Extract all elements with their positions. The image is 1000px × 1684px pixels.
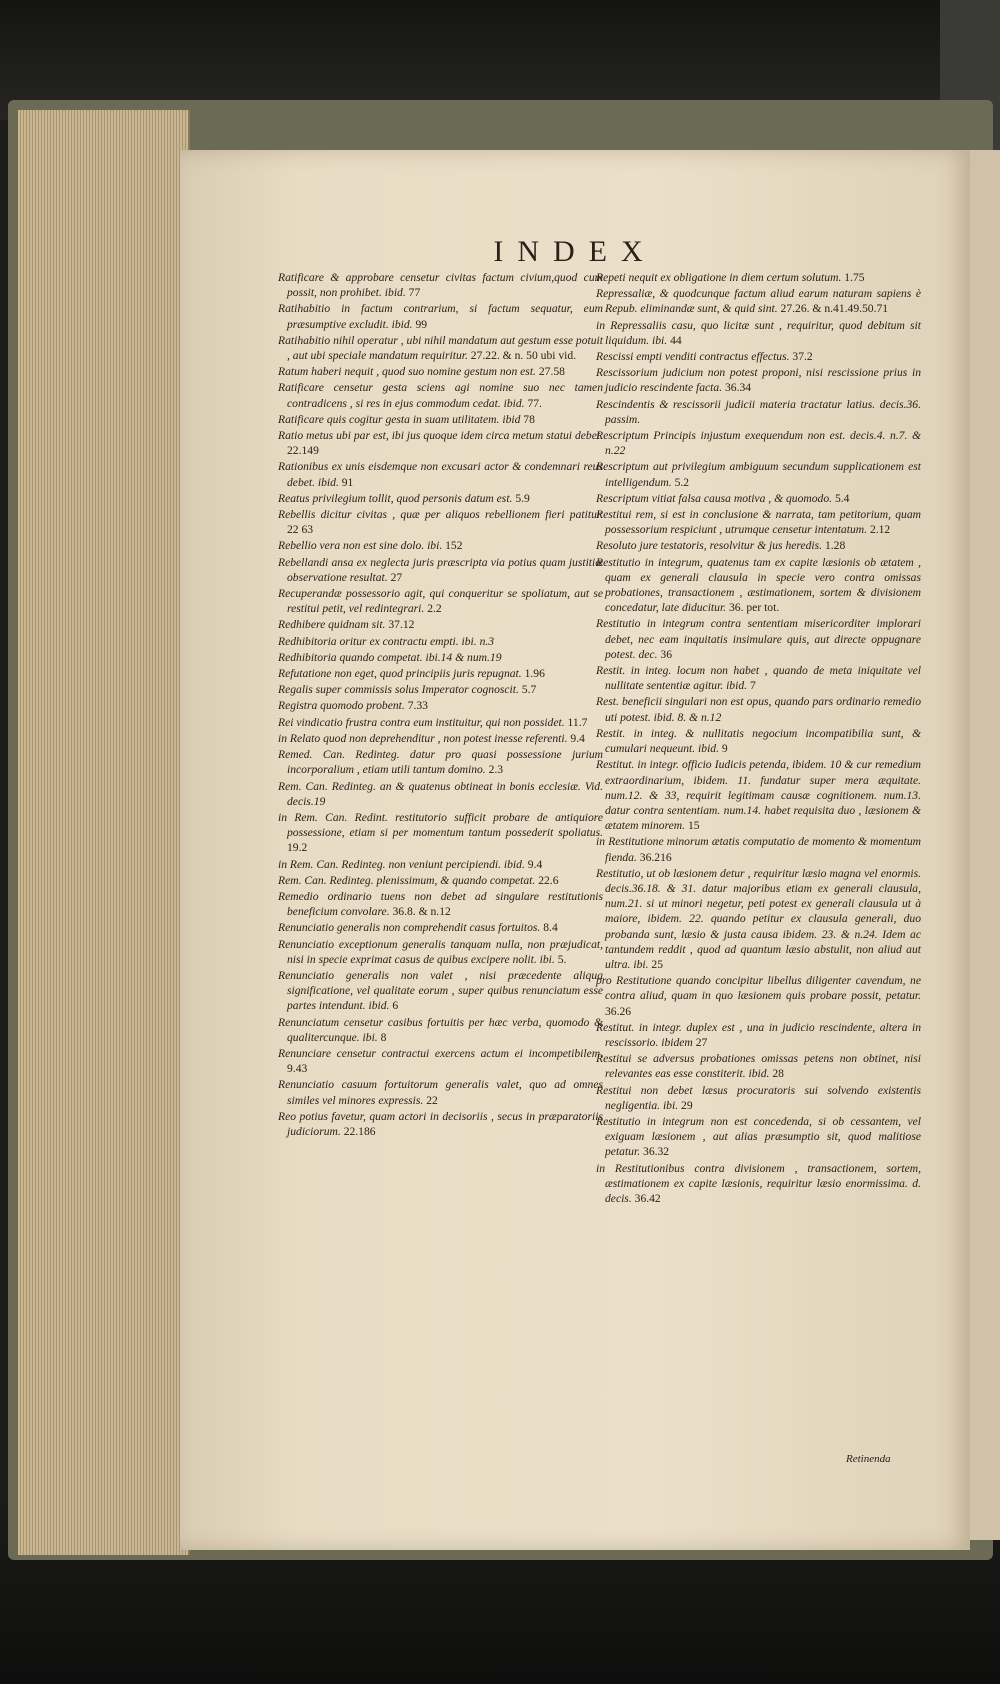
facing-page-edge	[970, 150, 1000, 1540]
index-entry	[596, 428, 921, 458]
index-entry-reference: 27.58	[538, 365, 565, 379]
index-entry-reference: 5.9	[515, 491, 530, 505]
index-entry	[596, 349, 921, 364]
index-entry	[596, 1114, 921, 1160]
index-entry-reference: 11.7	[567, 715, 588, 729]
index-entry-reference: 2.3	[488, 763, 504, 777]
index-entry-text: in Restitutione minorum ætatis computatio de momento & momentum fienda.	[596, 835, 921, 864]
index-entry-text: Regalis super commissis solus Imperator cognoscit.	[278, 683, 519, 697]
index-entry	[278, 555, 603, 585]
index-entry	[278, 459, 603, 489]
index-entry-reference: 36.32	[643, 1145, 670, 1159]
index-entry-text: in Restitutionibus contra divisionem , transactionem, sortem, æstimationem ex capite læsionis, requiritur læsio enormissima. d. decis.	[596, 1161, 921, 1205]
index-entry	[278, 920, 603, 935]
index-entry	[278, 779, 603, 809]
index-entry	[278, 491, 603, 506]
index-entry	[278, 889, 603, 919]
index-entry	[596, 318, 921, 348]
index-entry-reference: 37.12	[388, 618, 415, 632]
index-entry-text: Reo potius favetur, quam actori in decisoriis , secus in præparatoriis judiciorum.	[278, 1109, 603, 1138]
index-entry-reference: 27.22. & n. 50 ubi vid.	[470, 349, 577, 363]
index-entry-reference: 9	[721, 742, 728, 756]
index-entry-reference: 7.33	[407, 699, 428, 713]
index-entry-reference: 27	[695, 1035, 708, 1049]
index-entry	[278, 650, 603, 665]
index-entry	[596, 834, 921, 864]
index-entry	[278, 968, 603, 1014]
index-entry-text: in Relato quod non deprehenditur , non potest inesse referenti.	[278, 731, 568, 745]
index-entry	[596, 397, 921, 427]
index-entry-text: Rescissorium judicium non potest proponi, nisi rescissione prius in judicio rescindente facta.	[596, 366, 921, 395]
index-entry-text: Repressaliæ, & quodcunque factum aliud earum naturam sapiens è Repub. eliminandæ sunt, & quid sint.	[596, 287, 921, 316]
index-entry-reference: 2.12	[869, 523, 891, 537]
index-entry-text: Restitutio in integrum non est concedenda, si ob cessantem, vel exiguam læsionem , aut alias præsumptio sit, quod malitiose petatur.	[596, 1114, 921, 1159]
index-entry-reference: 36.42	[634, 1191, 661, 1205]
index-entry	[596, 1051, 921, 1081]
index-entry	[596, 1020, 921, 1050]
index-entry	[596, 726, 921, 756]
index-entry	[278, 333, 603, 363]
index-entry-reference: 5.7	[521, 683, 537, 697]
index-entry-reference: 9.4	[570, 731, 585, 745]
index-entry	[278, 586, 603, 616]
index-entry-text: Ratificare & approbare censetur civitas factum civium,quod cum possit, non prohibet. ibid.	[278, 271, 603, 300]
index-entry	[278, 937, 603, 967]
index-entry-text: Recuperandæ possessorio agit, qui conqueritur se spoliatum, aut se restitui petit, vel redintegrari.	[278, 587, 603, 616]
index-entry	[278, 1015, 603, 1045]
index-entry	[596, 286, 921, 316]
index-entry-reference: 25	[651, 957, 663, 971]
index-entry-text: Ratihabitio nihil operatur , ubi nihil mandatum aut gestum esse potuit , aut ubi speciale mandatum requiritur.	[278, 333, 603, 363]
index-entry-text: in Repressaliis casu, quo licitæ sunt , requiritur, quod debitum sit liquidum. ibi.	[596, 318, 921, 347]
index-entry	[596, 866, 921, 972]
index-entry-reference: 28	[772, 1067, 784, 1081]
index-entry-text: Repeti nequit ex obligatione in diem certum solutum.	[596, 271, 842, 284]
index-entry-reference: 37.2	[792, 350, 813, 364]
index-entry-reference: 91	[341, 475, 354, 489]
index-entry	[278, 715, 603, 730]
index-entry	[278, 747, 603, 777]
index-entry-reference: 7	[749, 679, 756, 693]
index-entry	[278, 301, 603, 331]
index-entry-reference: 8	[380, 1030, 387, 1044]
index-entry-text: Ratum haberi nequit , quod suo nomine gestum non est.	[278, 365, 536, 379]
index-entry	[596, 694, 921, 724]
index-entry-text: Remed. Can. Redinteg. datur pro quasi possessione jurium incorporalium , etiam utili tantum domino.	[278, 748, 603, 777]
index-entry	[596, 538, 921, 553]
index-entry-reference: 78	[523, 412, 535, 426]
page-edges	[18, 110, 190, 1555]
index-entry-reference: 22.186	[343, 1124, 376, 1138]
index-entry-text: Renunciatio generalis non valet , nisi præcedente aliqua significatione, vel qualitate eorum , super quibus renunciatum esse partes intendunt. ibid.	[278, 968, 603, 1013]
index-entry	[596, 616, 921, 662]
index-entry-reference: 27	[390, 570, 403, 584]
index-entry-reference: 5.4	[834, 491, 850, 505]
index-entry-reference: 6	[392, 999, 399, 1013]
index-entry-text: Rebellio vera non est sine dolo. ibi.	[278, 539, 443, 553]
index-entry	[278, 270, 603, 300]
index-entry-text: Rem. Can. Redinteg. an & quatenus obtineat in bonis ecclesiæ. Vid. decis.19	[278, 779, 603, 808]
index-entry-text: Rescriptum aut privilegium ambiguum secundum supplicationem est intelligendum.	[596, 460, 921, 489]
catchword: Retinenda	[846, 1453, 891, 1465]
index-entry	[596, 491, 921, 506]
index-entry-text: Restitut. in integr. duplex est , una in judicio rescindente, altera in rescissorio. ibidem	[596, 1020, 921, 1049]
index-entry-text: Restit. in integ. locum non habet , quando de meta iniquitate vel nullitate sententiæ agitur. ibid.	[596, 664, 921, 693]
index-entry-text: Renunciatio exceptionum generalis tanquam nulla, non præjudicat, nisi in specie exprimat casus de quibus excipere nolit. ibi.	[278, 937, 603, 966]
index-entry-text: Refutatione non eget, quod principiis juris repugnat.	[278, 667, 522, 681]
index-entry	[278, 731, 603, 746]
index-entry-reference: 1.28	[824, 539, 846, 553]
index-entry	[278, 857, 603, 872]
index-column-left	[278, 270, 603, 1140]
index-entry-reference: 22 63	[287, 523, 314, 537]
index-entry	[596, 365, 921, 395]
index-entry	[278, 364, 603, 379]
index-entry-reference: 36.26	[605, 1004, 632, 1018]
index-entry	[596, 555, 921, 616]
page-title: INDEX	[493, 235, 657, 268]
index-entry	[278, 666, 603, 681]
index-entry-text: Restitutio in integrum, quatenus tam ex capite læsionis ob ætatem , quam ex generali clausula in specie vero contra omissas probationes, transactionem , æstimationem, sortem & divisionem concedatur, late diducitur.	[596, 555, 921, 615]
index-entry-text: Rescriptum vitiat falsa causa motiva , & quomodo.	[596, 491, 833, 505]
index-entry-reference: 2.2	[427, 602, 442, 616]
index-entry	[596, 973, 921, 1019]
index-entry-text: in Rem. Can. Redinteg. non veniunt percipiendi. ibid.	[278, 857, 525, 871]
index-entry-reference: 1.96	[524, 667, 545, 681]
index-entry-text: Restitui se adversus probationes omissas petens non obtinet, nisi relevantes eas esse constiterit. ibid.	[596, 1052, 921, 1081]
index-entry	[278, 1077, 603, 1107]
index-entry	[278, 810, 603, 856]
index-entry	[278, 507, 603, 537]
index-entry-reference: 36. per tot.	[728, 601, 780, 615]
index-entry-text: Resoluto jure testatoris, resolvitur & jus heredis.	[596, 539, 823, 553]
index-entry-text: Restitutio in integrum contra sententiam misericorditer implorari debet, nec eam inquitatis insimulare quis, aut directe oppugnare potest. dec.	[596, 617, 921, 661]
index-entry	[596, 459, 921, 489]
index-entry-text: Rescissi empti venditi contractus effectus.	[596, 350, 790, 364]
index-entry-text: Redhibitoria oritur ex contractu empti. ibi. n.3	[278, 634, 495, 648]
index-entry	[596, 663, 921, 693]
index-entry-reference: 8.4	[543, 921, 558, 935]
index-entry	[596, 270, 921, 285]
index-entry	[596, 1083, 921, 1113]
index-entry-reference: 27.26. & n.41.49.50.71	[780, 302, 889, 316]
index-entry	[278, 634, 603, 649]
index-entry-text: Rescindentis & rescissorii judicii materia tractatur latius. decis.36. passim.	[596, 397, 921, 426]
index-entry-text: pro Restitutione quando concipitur libellus diligenter cavendum, ne contra aliud, quam in quo læsionem quis probare possit, petatur.	[596, 974, 921, 1003]
index-entry	[596, 757, 921, 833]
index-entry-text: Rescriptum Principis injustum exequendum non est. decis.4. n.7. & n.22	[596, 429, 921, 458]
index-entry-text: Rebellandi ansa ex neglecta juris præscripta via potius quam justitiæ observatione resultat.	[278, 555, 603, 584]
index-entry	[278, 617, 603, 632]
index-entry	[278, 380, 603, 410]
index-entry-text: Ratihabitio in factum contrarium, si factum sequatur, eum præsumptive excludit. ibid.	[278, 302, 603, 331]
index-entry	[278, 873, 603, 888]
index-entry-text: Renunciatio casuum fortuitorum generalis valet, quo ad omnes similes vel minores expressis.	[278, 1078, 603, 1107]
index-entry-text: Remedio ordinario tuens non debet ad singulare restitutionis beneficium convolare.	[278, 889, 603, 919]
index-entry-reference: 77.	[527, 396, 542, 410]
index-entry-reference: 36	[660, 647, 672, 661]
index-entry-text: Rebellis dicitur civitas , quæ per aliquos rebellionem fieri patitur.	[278, 508, 603, 522]
index-entry-text: Ratificare censetur gesta sciens agi nomine suo nec tamen contradicens , si res in ejus commodum cedat. ibid.	[278, 381, 603, 410]
index-entry	[278, 1109, 603, 1139]
index-entry-text: Redhibere quidnam sit.	[278, 618, 386, 632]
index-entry-reference: 5.2	[674, 475, 690, 489]
index-entry	[596, 1161, 921, 1207]
index-entry-reference: 19.2	[287, 841, 308, 855]
index-entry	[278, 428, 603, 458]
index-entry-text: Restitui non debet læsus procuratoris sui solvendo existentis negligentia. ibi.	[596, 1083, 921, 1112]
index-entry-reference: 29	[681, 1098, 693, 1112]
index-entry-text: Renunciatio generalis non comprehendit casus fortuitos.	[278, 921, 541, 935]
index-entry	[596, 507, 921, 537]
index-entry-text: Restitui rem, si est in conclusione & narrata, tam petitorium, quam possessorium respiciunt , utrumque censetur intentatum.	[596, 508, 921, 537]
index-entry-text: Restitutio, ut ob læsionem detur , requiritur læsio magna vel enormis. decis.36.18. & 31. datur majoribus etiam ex generali clausula, num.21. si ut minori negetur, peti potest ex generali clausula ut à maiore, ibidem. 22. quando petitur ex clausula generali, duo probanda sunt, læsio & justa causa ibidem. 23. & n.24. Idem ac tantundem reddit , quod ad quantum læsio abstulit, non aliud aut ultra. ibi.	[596, 866, 921, 971]
index-entry-text: Redhibitoria quando competat. ibi.14 & num.19	[278, 650, 502, 664]
index-entry	[278, 412, 603, 427]
index-entry-reference: 152	[445, 539, 463, 553]
index-entry-text: Ratificare quis cogitur gesta in suam utilitatem. ibid	[278, 412, 521, 426]
index-entry-text: Rationibus ex unis eisdemque non excusari actor & condemnari reus debet. ibid.	[278, 460, 603, 489]
index-entry	[278, 538, 603, 553]
index-entry-reference: 15	[687, 819, 700, 833]
index-entry-reference: 36.216	[639, 850, 672, 864]
index-entry-text: in Rem. Can. Redint. restitutorio sufficit probare de antiquiore possessione, etiam si per momentum tantum possederit spoliatus.	[278, 810, 603, 840]
index-entry-reference: 44	[670, 333, 682, 347]
index-entry-text: Registra quomodo probent.	[278, 699, 405, 713]
index-entry-text: Ratio metus ubi par est, ibi jus quoque idem circa metum statui debet.	[278, 429, 603, 443]
index-entry-text: Rem. Can. Redinteg. plenissimum, & quando competat.	[278, 873, 536, 887]
index-column-right	[596, 270, 921, 1207]
index-entry-text: Rest. beneficii singulari non est opus, quando pars ordinario remedio uti potest. ibid. 8. & n.12	[596, 695, 921, 724]
index-entry-reference: 22.6	[538, 873, 559, 887]
index-entry-reference: 22	[426, 1093, 438, 1107]
index-entry-reference: 22.149	[287, 444, 319, 458]
index-entry	[278, 698, 603, 713]
index-entry-text: Restitut. in integr. officio Iudicis petenda, ibidem. 10 & cur remedium extraordinarium, ibidem. 11. fundatur super mera æquitate. num.12. & 33, requirit legitimam causæ cognitionem. num.13. datur contra sententiam. num.14. habet requisita duo , læsionem & ætatem minorem.	[596, 758, 921, 833]
index-entry	[278, 682, 603, 697]
index-entry-text: Restit. in integ. & nullitatis negocium incompatibilia sunt, & cumulari nequeunt. ibid.	[596, 726, 921, 756]
index-entry-reference: 9.43	[287, 1062, 308, 1076]
index-entry-reference: 36.34	[725, 381, 752, 395]
index-entry-reference: 5.	[557, 952, 567, 966]
index-entry-reference: 99	[415, 317, 428, 331]
index-entry-text: Renunciatum censetur casibus fortuitis per hæc verba, quomodo & qualitercunque. ibi.	[278, 1015, 603, 1044]
index-entry-text: Rei vindicatio frustra contra eum instituitur, qui non possidet.	[278, 715, 565, 729]
index-entry-reference: 36.8. & n.12	[392, 905, 451, 919]
index-entry	[278, 1046, 603, 1076]
index-entry-text: Renunciare censetur contractui exercens actum ei incompetibilem.	[278, 1046, 603, 1060]
index-entry-reference: 1.75	[844, 271, 865, 284]
index-entry-reference: 77	[408, 286, 421, 300]
index-entry-reference: 9.4	[527, 857, 543, 871]
index-entry-text: Reatus privilegium tollit, quod personis datum est.	[278, 491, 513, 505]
